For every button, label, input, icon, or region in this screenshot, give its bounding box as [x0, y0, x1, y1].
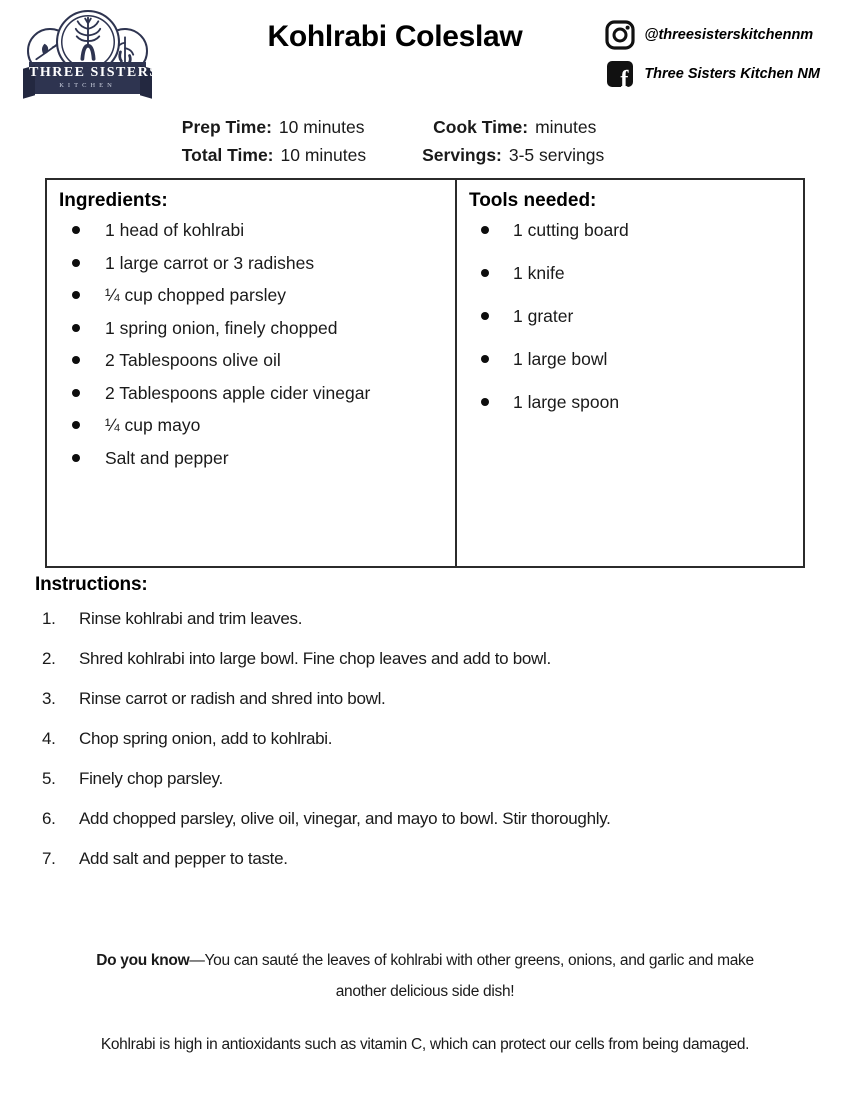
ingredient-item — [59, 383, 443, 403]
prep-time-label: Prep Time: — [181, 117, 272, 137]
instagram-row — [605, 20, 820, 50]
tool-item — [469, 392, 791, 412]
facebook-handle: Three Sisters Kitchen NM — [644, 66, 820, 82]
tools-heading: Tools needed: — [469, 190, 597, 211]
bullet-icon — [72, 259, 80, 267]
meta-right-column — [422, 113, 604, 169]
ingredients-section — [47, 180, 457, 566]
bullet-icon — [72, 421, 80, 429]
step-number: 4. — [42, 729, 56, 748]
prep-time — [182, 113, 366, 141]
instructions-heading: Instructions: — [35, 574, 148, 595]
step-text: Shred kohlrabi into large bowl. Fine chop leaves and add to bowl. — [79, 649, 551, 668]
cook-time-value: minutes — [535, 117, 597, 137]
ingredients-tools-box — [45, 178, 805, 568]
ingredient-item — [59, 448, 443, 468]
instruction-step — [35, 808, 815, 829]
tool-text: 1 large spoon — [513, 392, 620, 412]
bullet-icon — [72, 454, 80, 462]
tool-item — [469, 349, 791, 369]
three-sisters-kitchen-logo — [25, 8, 159, 100]
instruction-step — [35, 848, 815, 869]
social-links — [605, 20, 820, 87]
tool-item — [469, 220, 791, 240]
nutrition-note: Kohlrabi is high in antioxidants such as vitamin C, which can protect our cells from being damaged. — [100, 1036, 750, 1053]
instructions-list — [35, 608, 815, 888]
ingredient-text: 2 Tablespoons olive oil — [105, 350, 281, 370]
ingredient-text: ¼ cup mayo — [105, 415, 201, 435]
instagram-handle: @threesisterskitchennm — [644, 27, 814, 43]
tool-text: 1 large bowl — [513, 349, 608, 369]
tool-text: 1 cutting board — [513, 220, 629, 240]
ingredient-text: 2 Tablespoons apple cider vinegar — [105, 382, 371, 403]
cook-time-label: Cook Time: — [433, 117, 529, 137]
ingredient-text: ¼ cup chopped parsley — [105, 285, 286, 305]
step-text: Add chopped parsley, olive oil, vinegar, and mayo to bowl. Stir thoroughly. — [79, 809, 611, 828]
tool-item — [469, 263, 791, 283]
step-number: 6. — [42, 809, 56, 828]
tool-item — [469, 306, 791, 326]
ingredient-item — [59, 350, 443, 370]
page-title: Kohlrabi Coleslaw — [267, 20, 523, 53]
facebook-icon: f — [607, 61, 633, 87]
cook-time — [422, 113, 604, 141]
step-number: 7. — [42, 849, 56, 868]
ingredient-text: 1 spring onion, finely chopped — [105, 317, 338, 338]
step-text: Rinse carrot or radish and shred into bowl. — [79, 689, 386, 708]
servings-value: 3-5 servings — [508, 145, 605, 165]
instruction-step — [35, 768, 815, 789]
ingredient-item — [59, 415, 443, 435]
total-time-label: Total Time: — [181, 145, 274, 165]
facebook-row — [605, 61, 820, 87]
prep-time-value: 10 minutes — [278, 117, 365, 137]
tools-list — [469, 220, 791, 412]
bullet-icon — [72, 389, 80, 397]
step-number: 2. — [42, 649, 56, 668]
ingredient-text: 1 large carrot or 3 radishes — [105, 252, 315, 273]
step-number: 3. — [42, 689, 56, 708]
tool-text: 1 grater — [513, 306, 574, 326]
step-text: Rinse kohlrabi and trim leaves. — [79, 609, 303, 628]
ingredient-text: 1 head of kohlrabi — [105, 220, 245, 240]
bullet-icon — [481, 312, 489, 320]
step-text: Finely chop parsley. — [79, 769, 223, 788]
ingredient-item — [59, 285, 443, 305]
ingredient-text: Salt and pepper — [105, 447, 229, 468]
bullet-icon — [72, 291, 80, 299]
bullet-icon — [481, 269, 489, 277]
did-you-know-note — [75, 945, 775, 1007]
logo-banner — [29, 62, 159, 94]
meta-left-column — [182, 113, 366, 169]
bullet-icon — [481, 226, 489, 234]
did-you-know-label: Do you know — [96, 952, 190, 969]
tool-text: 1 knife — [513, 263, 565, 283]
logo-banner-title: THREE SISTERS — [29, 65, 159, 80]
servings — [422, 141, 604, 169]
ingredient-item — [59, 220, 443, 240]
bullet-icon — [481, 398, 489, 406]
logo-banner-subtitle: KITCHEN — [59, 82, 116, 89]
ingredient-item — [59, 318, 443, 338]
instruction-step — [35, 608, 815, 629]
tools-section — [457, 180, 803, 566]
bullet-icon — [72, 324, 80, 332]
recipe-meta — [0, 113, 818, 169]
step-number: 1. — [42, 609, 56, 628]
instruction-step — [35, 648, 815, 669]
step-number: 5. — [42, 769, 56, 788]
did-you-know-text: —You can sauté the leaves of kohlrabi with other greens, onions, and garlic and make another delicious side dish! — [189, 952, 754, 1000]
instagram-icon — [605, 20, 635, 50]
servings-label: Servings: — [422, 145, 502, 165]
ingredient-item — [59, 253, 443, 273]
step-text: Add salt and pepper to taste. — [79, 849, 288, 868]
step-text: Chop spring onion, add to kohlrabi. — [79, 729, 333, 748]
bullet-icon — [72, 226, 80, 234]
bullet-icon — [72, 356, 80, 364]
instruction-step — [35, 688, 815, 709]
bullet-icon — [481, 355, 489, 363]
ingredients-heading: Ingredients: — [59, 190, 168, 211]
instruction-step — [35, 728, 815, 749]
total-time-value: 10 minutes — [280, 145, 367, 165]
ingredients-list — [59, 220, 443, 468]
total-time — [182, 141, 366, 169]
